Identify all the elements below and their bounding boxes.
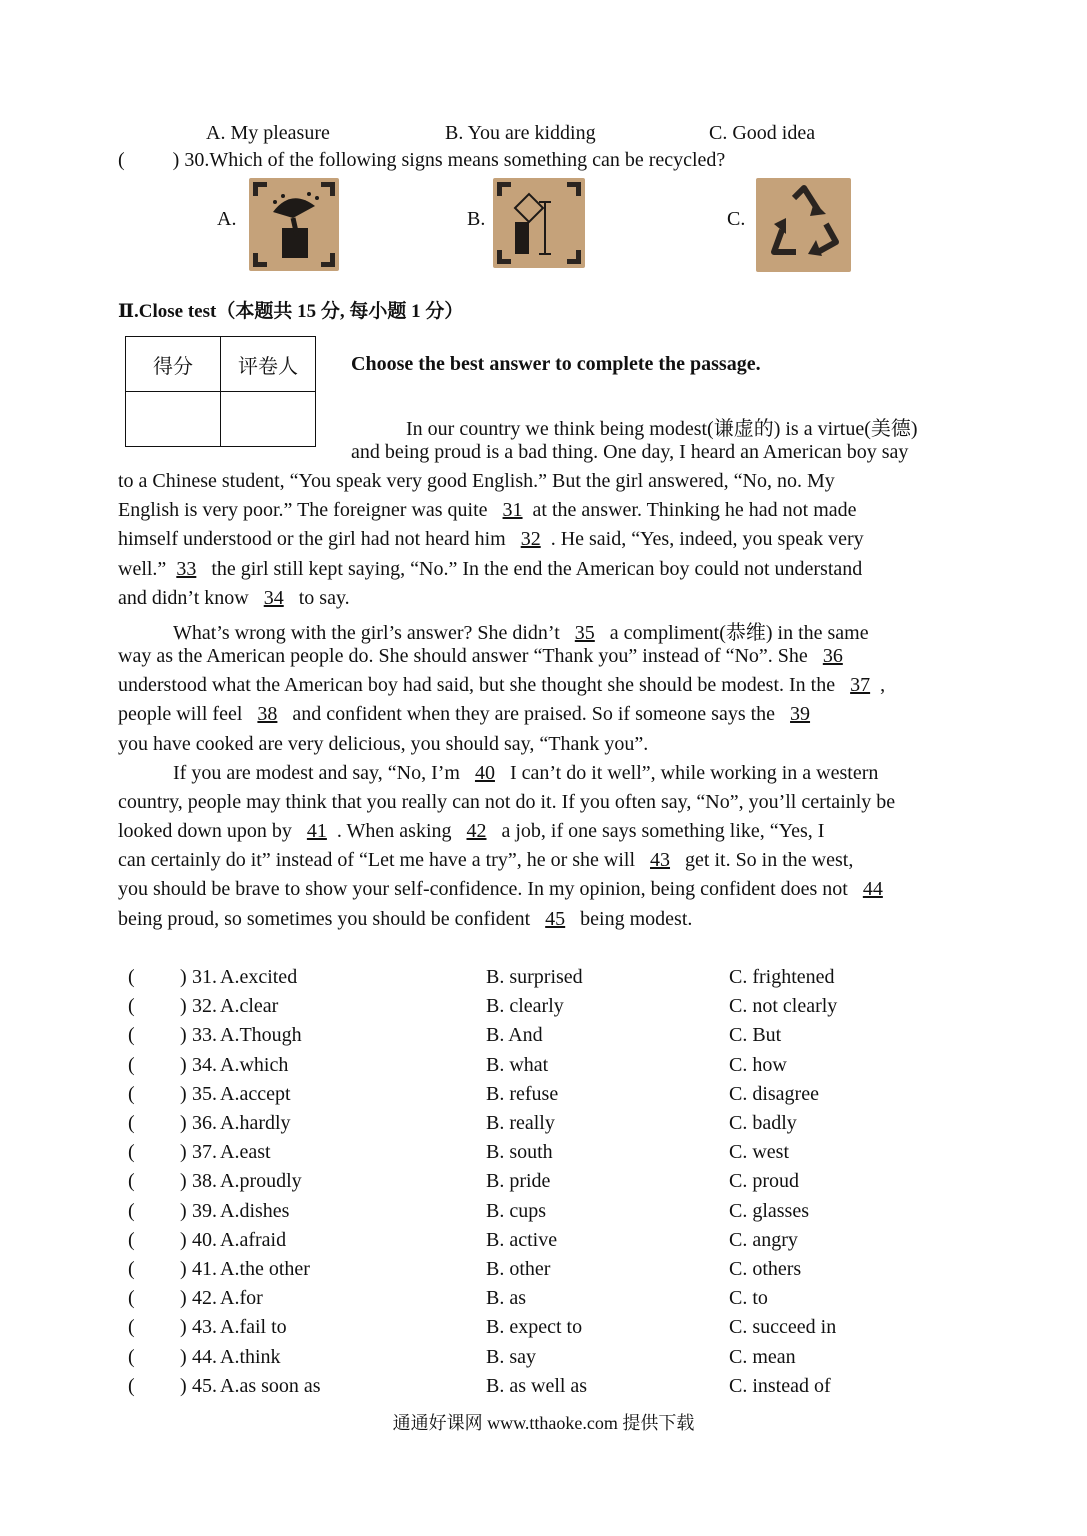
question-number: 37. [192, 1141, 217, 1164]
score-header: 得分 [126, 337, 221, 392]
passage-blank: 34 [263, 587, 284, 609]
question-number: 34. [192, 1053, 217, 1076]
passage-text: people will feel [118, 703, 248, 725]
answer-paren-close: ) [180, 1199, 187, 1222]
passage-text: being proud, so sometimes you should be confident [118, 908, 536, 930]
passage-blank: 43 [650, 849, 671, 871]
answer-blank[interactable] [140, 1346, 178, 1368]
passage-text: . He said, “Yes, indeed, you speak very [550, 528, 864, 550]
answer-paren-open: ( [128, 1024, 135, 1047]
passage-line [351, 441, 908, 464]
option-c[interactable]: C. mean [729, 1345, 796, 1368]
passage-blank: 32 [520, 528, 541, 550]
passage-line [118, 587, 350, 610]
answer-paren-close: ) [172, 149, 180, 171]
option-b[interactable]: B. what [486, 1053, 549, 1076]
option-a[interactable]: A.accept [220, 1082, 291, 1105]
option-a[interactable]: A.fail to [220, 1316, 287, 1339]
q30-label-a: A. [217, 208, 237, 230]
q29-option-a: A. My pleasure [206, 122, 330, 144]
q29-option-c: C. Good idea [709, 122, 816, 144]
question-number: 45. [192, 1374, 217, 1397]
passage-blank: 39 [790, 703, 811, 725]
option-c[interactable]: C. others [729, 1258, 802, 1280]
question-number: 33. [192, 1024, 217, 1047]
option-c[interactable]: C. not clearly [729, 995, 838, 1018]
answer-paren-close: ) [180, 1258, 187, 1280]
passage-line [173, 616, 869, 645]
answer-paren-close: ) [180, 1345, 187, 1368]
option-a[interactable]: A.excited [220, 966, 298, 988]
passage-line [118, 908, 692, 931]
score-cell[interactable] [126, 392, 221, 447]
question-number: 31. [192, 966, 217, 988]
passage-blank: 36 [822, 645, 843, 667]
option-b[interactable]: B. And [486, 1024, 543, 1047]
passage-text: a job, if one says something like, “Yes, I [496, 820, 825, 842]
option-c[interactable]: C. proud [729, 1170, 799, 1193]
stack-height-limit-icon[interactable] [493, 178, 585, 268]
passage-line [118, 733, 648, 756]
passage-line [118, 528, 864, 551]
answer-blank[interactable] [140, 1083, 178, 1105]
option-b[interactable]: B. south [486, 1141, 553, 1164]
answer-paren-close: ) [180, 1112, 187, 1134]
grader-header: 评卷人 [221, 337, 316, 392]
option-c[interactable]: C. frightened [729, 966, 835, 988]
passage-line [406, 412, 918, 441]
option-c[interactable]: C. to [729, 1287, 768, 1310]
answer-paren-close: ) [180, 1141, 187, 1164]
option-c[interactable]: C. disagree [729, 1082, 819, 1105]
passage-text: himself understood or the girl had not heard him [118, 528, 511, 550]
answer-paren-close: ) [180, 1170, 187, 1193]
passage-text: get it. So in the west, [680, 849, 854, 871]
answer-paren-open: ( [128, 1258, 135, 1280]
passage-blank: 42 [466, 820, 487, 842]
option-a[interactable]: A.which [220, 1053, 289, 1076]
answer-blank[interactable] [140, 1024, 178, 1046]
answer-blank[interactable] [140, 1316, 178, 1338]
answer-paren-open: ( [128, 1228, 135, 1251]
option-a[interactable]: A.Though [220, 1024, 302, 1047]
answer-paren-open: ( [118, 149, 125, 171]
passage-text: looked down upon by [118, 820, 297, 842]
passage-text: and being proud is a bad thing. One day, I heard an American boy say [351, 441, 909, 463]
answer-paren-open: ( [128, 1082, 135, 1105]
option-a[interactable]: A.hardly [220, 1112, 291, 1134]
question-number: 36. [192, 1112, 217, 1134]
question-number: 41. [192, 1258, 217, 1280]
answer-paren-open: ( [128, 1345, 135, 1368]
question-number: 42. [192, 1287, 217, 1310]
answer-paren-close: ) [180, 1228, 187, 1251]
passage-text: country, people may think that you really can not do it. If you often say, “No”, you’ll certainly be [118, 791, 896, 813]
question-number: 44. [192, 1345, 217, 1368]
passage-text: understood what the American boy had said, but she thought she should be modest. In the [118, 674, 841, 696]
q30-label-b: B. [467, 208, 486, 230]
q30-question [118, 149, 725, 172]
option-a[interactable]: A.proudly [220, 1170, 302, 1193]
option-b[interactable]: B. as well as [486, 1374, 588, 1397]
passage-blank: 35 [574, 622, 595, 644]
question-number: 38. [192, 1170, 217, 1193]
passage-line [118, 703, 820, 726]
option-c[interactable]: C. how [729, 1053, 787, 1076]
q30-label-c: C. [727, 208, 746, 230]
passage-text: English is very poor.” The foreigner was quite [118, 499, 493, 521]
passage-line [118, 558, 862, 581]
answer-paren-close: ) [180, 1082, 187, 1105]
passage-blank: 41 [306, 820, 327, 842]
passage-text: being modest. [575, 908, 693, 930]
passage-line [118, 849, 853, 872]
answer-paren-close: ) [180, 966, 187, 988]
passage-blank: 40 [474, 762, 495, 784]
answer-blank[interactable] [140, 1229, 178, 1251]
keep-dry-icon[interactable] [249, 178, 339, 271]
footer: 通通好课网 www.tthaoke.com 提供下载 [392, 1413, 695, 1433]
option-a[interactable]: A.east [220, 1141, 271, 1164]
answer-blank[interactable] [140, 1170, 178, 1192]
option-c[interactable]: C. succeed in [729, 1316, 837, 1339]
passage-text: and confident when they are praised. So if someone says the [287, 703, 781, 725]
answer-paren-close: ) [180, 1053, 187, 1076]
passage-line [118, 674, 885, 697]
q29-option-b: B. You are kidding [445, 122, 596, 144]
answer-paren-open: ( [128, 1374, 135, 1397]
answer-blank[interactable] [140, 1375, 178, 1397]
answer-paren-open: ( [128, 995, 135, 1018]
passage-text: a compliment(恭维) in the same [604, 622, 869, 644]
passage-text: you should be brave to show your self-confidence. In my opinion, being confident does not [118, 878, 853, 900]
answer-paren-open: ( [128, 1316, 135, 1339]
answer-paren-close: ) [180, 1374, 187, 1397]
passage-line [173, 762, 878, 785]
passage-text: at the answer. Thinking he had not made [532, 499, 857, 521]
answer-paren-close: ) [180, 995, 187, 1018]
passage-text: In our country we think being modest(谦虚的) is a virtue(美德) [406, 418, 918, 440]
score-table [125, 336, 316, 447]
instruction: Choose the best answer to complete the passage. [351, 353, 761, 375]
passage-blank: 33 [176, 558, 197, 580]
passage-blank: 37 [850, 674, 871, 696]
answer-blank[interactable] [140, 1287, 178, 1309]
passage-blank: 45 [545, 908, 566, 930]
passage-text: . When asking [336, 820, 457, 842]
option-b[interactable]: B. say [486, 1345, 536, 1368]
passage-text: well.” [118, 558, 167, 580]
question-number: 43. [192, 1316, 217, 1339]
answer-paren-open: ( [128, 966, 135, 988]
option-c[interactable]: C. instead of [729, 1374, 831, 1397]
q30-text: 30.Which of the following signs means something can be recycled? [184, 149, 726, 171]
passage-text: What’s wrong with the girl’s answer? She didn’t [173, 622, 565, 644]
answer-blank[interactable] [140, 1258, 178, 1280]
option-b[interactable]: B. refuse [486, 1082, 559, 1105]
option-b[interactable]: B. surprised [486, 966, 583, 988]
option-a[interactable]: A.think [220, 1345, 281, 1368]
passage-text: way as the American people do. She should answer “Thank you” instead of “No”. She [118, 645, 813, 667]
question-number: 35. [192, 1082, 217, 1105]
recycle-icon[interactable] [756, 178, 851, 272]
passage-text: can certainly do it” instead of “Let me have a try”, he or she will [118, 849, 641, 871]
option-b[interactable]: B. other [486, 1258, 551, 1280]
option-b[interactable]: B. active [486, 1228, 558, 1251]
question-number: 32. [192, 995, 217, 1018]
question-number: 40. [192, 1228, 217, 1251]
option-a[interactable]: A.as soon as [220, 1374, 321, 1397]
passage-blank: 38 [257, 703, 278, 725]
answer-paren-close: ) [180, 1316, 187, 1339]
passage-text: to say. [293, 587, 350, 609]
option-c[interactable]: C. badly [729, 1112, 797, 1134]
passage-line [118, 878, 893, 901]
passage-text: the girl still kept saying, “No.” In the end the American boy could not understand [206, 558, 863, 580]
option-b[interactable]: B. pride [486, 1170, 551, 1193]
answer-paren-open: ( [128, 1141, 135, 1164]
passage-blank: 44 [862, 878, 883, 900]
passage-line [118, 645, 853, 668]
answer-paren-close: ) [180, 1287, 187, 1310]
option-c[interactable]: C. glasses [729, 1199, 809, 1222]
option-a[interactable]: A.for [220, 1287, 263, 1310]
option-b[interactable]: B. expect to [486, 1316, 583, 1339]
answer-blank[interactable] [140, 966, 178, 988]
answer-blank[interactable] [140, 995, 178, 1017]
passage-line [118, 820, 824, 843]
option-c[interactable]: C. But [729, 1024, 782, 1047]
passage-text: I can’t do it well”, while working in a western [504, 762, 879, 784]
option-b[interactable]: B. really [486, 1112, 555, 1134]
passage-text: you have cooked are very delicious, you should say, “Thank you”. [118, 733, 649, 755]
passage-line [118, 470, 835, 493]
passage-text: If you are modest and say, “No, I’m [173, 762, 465, 784]
option-c[interactable]: C. west [729, 1141, 789, 1164]
answer-paren-close: ) [180, 1024, 187, 1047]
answer-blank[interactable] [140, 1112, 178, 1134]
option-b[interactable]: B. cups [486, 1199, 546, 1222]
answer-blank[interactable] [140, 1141, 178, 1163]
option-a[interactable]: A.dishes [220, 1199, 290, 1222]
answer-blank[interactable] [140, 1054, 178, 1076]
grader-cell[interactable] [221, 392, 316, 447]
answer-paren-open: ( [128, 1112, 135, 1134]
answer-paren-open: ( [128, 1199, 135, 1222]
answer-paren-open: ( [128, 1053, 135, 1076]
option-c[interactable]: C. angry [729, 1228, 798, 1251]
option-a[interactable]: A.the other [220, 1258, 310, 1280]
section-title: Ⅱ.Close test（本题共 15 分, 每小题 1 分） [118, 301, 464, 322]
option-a[interactable]: A.clear [220, 995, 279, 1018]
option-b[interactable]: B. as [486, 1287, 526, 1310]
answer-blank[interactable] [140, 1200, 178, 1222]
answer-paren-open: ( [128, 1170, 135, 1193]
question-number: 39. [192, 1199, 217, 1222]
passage-line [118, 791, 895, 814]
passage-text: and didn’t know [118, 587, 254, 609]
option-b[interactable]: B. clearly [486, 995, 564, 1018]
passage-text: to a Chinese student, “You speak very good English.” But the girl answered, “No, no. My [118, 470, 835, 492]
passage-line [118, 499, 857, 522]
passage-text: , [880, 674, 886, 696]
option-a[interactable]: A.afraid [220, 1228, 287, 1251]
answer-paren-open: ( [128, 1287, 135, 1310]
passage-blank: 31 [502, 499, 523, 521]
